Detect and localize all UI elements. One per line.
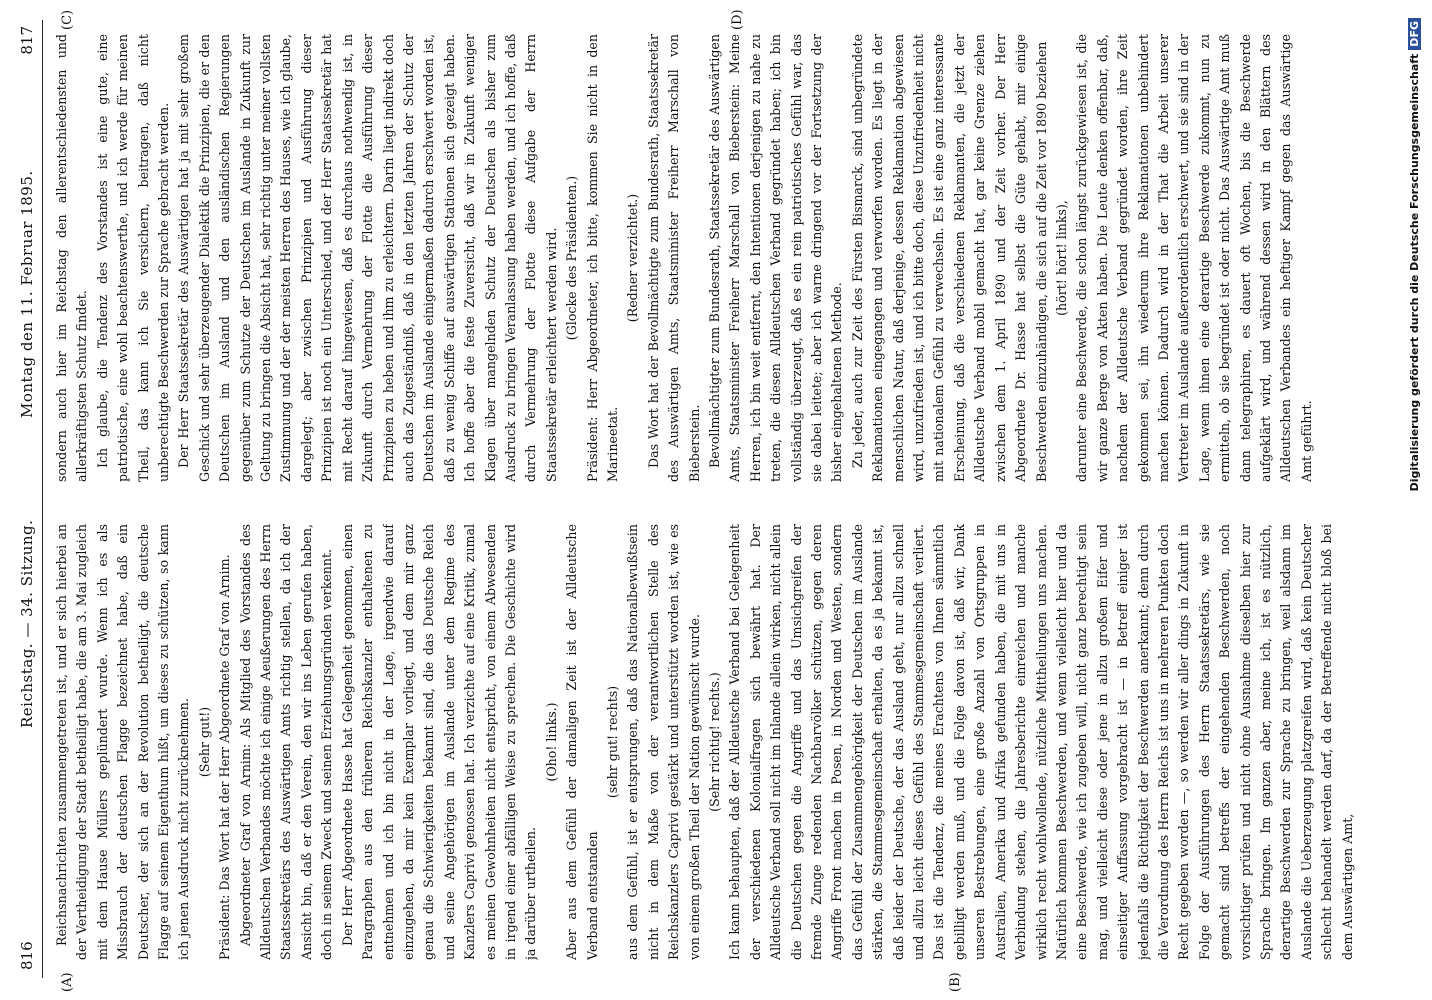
margin-mark-d: (D) bbox=[730, 9, 745, 30]
dfg-logo: DFG bbox=[1408, 18, 1421, 50]
paragraph: aus dem Gefühl, ist er entsprungen, daß das Nationalbewußtsein nicht in dem Maße von der verantwortlichen Stelle des Reichskanzlers Caprivi gestärkt und unterstützt worden ist, wie es von einem großen Theil der Nation gewünscht wurde. bbox=[625, 524, 702, 960]
credit-text: Digitalisierung gefördert durch die Deutsche Forschungsgemeinschaft bbox=[1408, 53, 1421, 492]
margin-mark-c: (C) bbox=[60, 9, 75, 30]
paragraph: (sehr gut! rechts) bbox=[604, 685, 620, 799]
paragraph: Präsident: Das Wort hat der Herr Abgeordnete Graf von Arnim. bbox=[217, 554, 233, 960]
margin-mark-b: (B) bbox=[948, 972, 963, 992]
paragraph: Zu jeder, auch zur Zeit des Fürsten Bismarck, sind unbegründete Reklamationen eingegangen und verworfen worden. Es liegt in der menschlichen Natur, daß derjenige, dessen Reklamation abgewiesen wird, unzufrieden ist, und ich bitte doch, diese Unzufriedenheit nicht mit nationalem Gefühl zu verwechseln. Es ist eine ganz interessante Erscheinung, daß die verschiedenen Reklamanten, die jetzt der Alldeutsche Verband mobil gemacht hat, gar keine Grenze ziehen zwischen dem 1. April 1890 und der Zeit vorher. Der Herr Abgeordnete Dr. Hasse hat selbst die Güte gehabt, mir einige Beschwerden einzuhändigen, die sich auf die Zeit vor 1890 beziehen bbox=[849, 34, 1049, 482]
paragraph: (hört! hört! links), bbox=[1053, 200, 1069, 316]
header-title-left: Reichstag. — 34. Sitzung. bbox=[18, 519, 36, 728]
paragraph: Der Herr Abgeordnete Hasse hat Gelegenheit genommen, einen Paragraphen aus den früheren Reichskanzler enthaltenen zu entnehmen und ich bin nicht in der Lage, irgendwie darauf einzugehen, da mir kein Exemplar vorliegt, und dem mir ganz genau die Schwierigkeiten bekannt sind, die das Deutsche Reich und seine Angehörigen im Auslande unter dem Regime des Kanzlers Caprivi genossen hat. Ich verzichte auf eine Kritik, zumal es meinen Gewohnheiten nicht entspricht, von einem Abwesenden in irgend einer abfälligen Weise zu sprechen. Die Geschichte wird ja darüber urtheilen. bbox=[339, 524, 539, 960]
paragraph: Reichsnachrichten zusammengetreten ist, und er sich hierbei an der Vertheidigung der Stadt betheiligt habe, die am 3. Mai zugleich mit dem Hause Müllers geplündert wurde. Wenn ich es als Missbrauch der deutschen Flagge bezeichnet habe, daß ein Deutscher, der sich an der Revolution betheiligt, die deutsche Flagge auf seinem Eigenthum hißt, um dieses zu schützen, so kann ich jenen Ausdruck nicht zurücknehmen. bbox=[54, 524, 192, 960]
page-number-left: 816 bbox=[18, 941, 36, 970]
margin-mark-a: (A) bbox=[60, 972, 75, 992]
paragraph: Präsident: Herr Abgeordneter, ich bitte, kommen Sie nicht in den Marineetat. bbox=[584, 34, 620, 482]
paragraph: (Glocke des Präsidenten.) bbox=[564, 175, 580, 341]
paragraph: Abgeordneter Graf von Arnim: Als Mitglied des Vorstandes des Alldeutschen Verbandes möchte ich einige Aeußerungen des Herrn Staatssekretärs des Auswärtigen Amts richtig stellen, da ich der Ansicht bin, daß er den Verein, den wir ins Leben gerufen haben, doch in seinem Zweck und seinen Erziehungsgründen verkennt. bbox=[237, 524, 335, 960]
paragraph: (Sehr richtig! rechts.) bbox=[707, 672, 722, 812]
paragraph: Der Herr Staatssekretär des Auswärtigen hat ja mit sehr großem Geschick und sehr überzeugender Dialektik die Prinzipien, die er den Deutschen im Ausland und den ausländischen Regierungen gegenüber zum Schutze der Deutschen im Auslande in Zukunft zur Geltung zu bringen die Absicht hat, sehr richtig unter meiner vollsten Zustimmung und der der meisten Herren des Hauses, wie ich glaube, dargelegt; aber zwischen Prinzipien und Ausführung dieser Prinzipien ist noch ein Unterschied, und der Herr Staatssekretär hat mit Recht darauf hingewiesen, daß es durchaus nothwendig ist, in Zukunft durch Vermehrung der Flotte die Ausführung dieser Prinzipien zu heben und ihm zu erleichtern. Darin liegt indirekt doch auch das Zugeständniß, daß in den letzten Jahren der Schutz der Deutschen im Auslande einigermaßen dadurch erschwert worden ist, daß zu wenig Schiffe auf auswärtigen Stationen sich gezeigt haben. Ich hoffe aber die feste Zuversicht, daß wir in Zukunft weniger Klagen über mangelnden Schutz der Deutschen als bisher zum Ausdruck zu bringen Veranlassung haben werden, und ich hoffe, daß durch Vermehrung der Flotte diese Aufgabe der Herrn Staatssekretär erleichtert werden wird. bbox=[176, 34, 559, 482]
paragraph: (Redner verzichtet.) bbox=[625, 193, 641, 323]
digitization-credit bbox=[1408, 0, 1421, 1000]
paragraph: Aber aus dem Gefühl der damaligen Zeit ist der Alldeutsche Verband entstanden bbox=[564, 524, 600, 960]
paragraph: darunter eine Beschwerde, die schon längst zurückgewiesen ist, die wir ganze Berge von Akten haben. Die Leute denken offenbar, daß, nachdem der Alldeutsche Verband gegründet worden, ihre Zeit gekommen sei, ihn wiederum ihre Reklamationen unbehindert machen können. Dadurch wird in der That die Arbeit unserer Vertreter im Auslande außerordentlich erschwert, und sie sind in der Lage, wenn ihnen eine derartige Beschwerde zukommt, nun zu ermitteln, ob sie begründet ist oder nicht. Das Auswärtige Amt muß dann telegraphiren, es dauert oft Wochen, bis die Beschwerde aufgeklärt wird, und während dessen wird in den Blättern des Alldeutschen Verbandes ein heftiger Kampf gegen das Auswärtige Amt geführt. bbox=[1074, 34, 1314, 482]
text-column-left bbox=[52, 524, 1392, 960]
paragraph: sondern auch hier im Reichstag den allerentschiedensten und allerkräftigsten Schutz findet. bbox=[54, 34, 90, 482]
paragraph: Bevollmächtigter zum Bundesrath, Staatssekretär des Auswärtigen Amts, Staatsminister Freiherr Marschall von Bieberstein: Meine Herren, ich bin weit entfernt, den Intentionen derjenigen zu nahe zu treten, die diesen Alldeutschen Verband gegründet haben; ich bin vollständig überzeugt, daß es ein rein patriotisches Gefühl war, das sie dabei leitete; aber ich warne dringend vor der Fortsetzung der bisher eingehaltenen Methode. bbox=[707, 34, 845, 482]
paragraph: Ich glaube, die Tendenz des Vorstandes ist eine gute, eine patriotische, eine wohl beachtenswerthe, und ich werde für meinen Theil, das kann ich Sie versichern, beitragen, daß nicht unberechtigte Beschwerden zur Sprache gebracht werden. bbox=[94, 34, 172, 482]
paragraph: Ich kann behaupten, daß der Alldeutsche Verband bei Gelegenheit der verschiedenen Kolonialfragen sich bewährt hat. Der Alldeutsche Verband soll nicht im Inlande allein wirken, nicht allein die Deutschen gegen die Angriffe und das Umsichgreifen der fremde Zunge redenden Nachbarvölker schützen, gegen deren Angriffe Front machen in Posen, in Norden und Westen, sondern das Gefühl der Zusammengehörigkeit der Deutschen im Auslande stärken, die Stammesgemeinschaft erhalten, da es ja bekannt ist, daß leider der Deutsche, der das Ausland geht, nur allzu schnell und allzu leicht dieses Gefühl des Stammesgemeinschaft verliert. Das ist die Tendenz, die meines Erachtens von Ihnen sämmtlich gebilligt werden muß, und die Folge davon ist, daß wir, Dank unseren Bestrebungen, eine große Anzahl von Ortsgruppen in Australien, Amerika und Afrika gefunden haben, die mit uns in Verbindung stehen, die Jahresberichte einreichen und manche wirklich recht wohlwollende, nützliche Mittheilungen uns machen. Natürlich kommen Beschwerden, und wenn vielleicht hier und da eine Beschwerde, wie ich zugeben will, nicht ganz berechtigt sein mag, und vielleicht diese oder jene in allzu großem Eifer und einseitiger Auffassung vorgebracht ist — in Betreff einiger ist jedenfalls die Richtigkeit der Beschwerden anerkannt; denn durch die Verordnung des Herrn Reichs ist uns in mehreren Punkten doch Recht gegeben worden —, so werden wir aller dings in Zukunft in Folge der Ausführungen des Herrn Staatssekretärs, wie sie gemacht sind betreffs der eingehenden Beschwerden, noch vorsichtiger prüfen und nicht ohne Ausnahme dieselben hier zur Sprache bringen. Im ganzen aber, meine ich, ist es nützlich, derartige Beschwerden zur Sprache zu bringen, weil alsdann im Auslande die Ueberzeugung platzgreifen wird, daß kein Deutscher schlecht behandelt werden darf, da der Betreffende nicht bloß bei dem Auswärtigen Amt, bbox=[727, 524, 1355, 960]
page-number-right: 817 bbox=[18, 26, 36, 55]
header-title-right: Montag den 11. Februar 1895. bbox=[18, 170, 36, 418]
paragraph: (Oho! links.) bbox=[543, 702, 559, 782]
paragraph: Das Wort hat der Bevollmächtigte zum Bundesrath, Staatssekretär des Auswärtigen Amts, Staatsminister Freiherr Marschall von Bieberstein. bbox=[645, 34, 702, 482]
text-column-right bbox=[52, 34, 1392, 482]
page-header bbox=[8, 20, 43, 978]
paragraph: (Sehr gut!) bbox=[196, 706, 212, 778]
